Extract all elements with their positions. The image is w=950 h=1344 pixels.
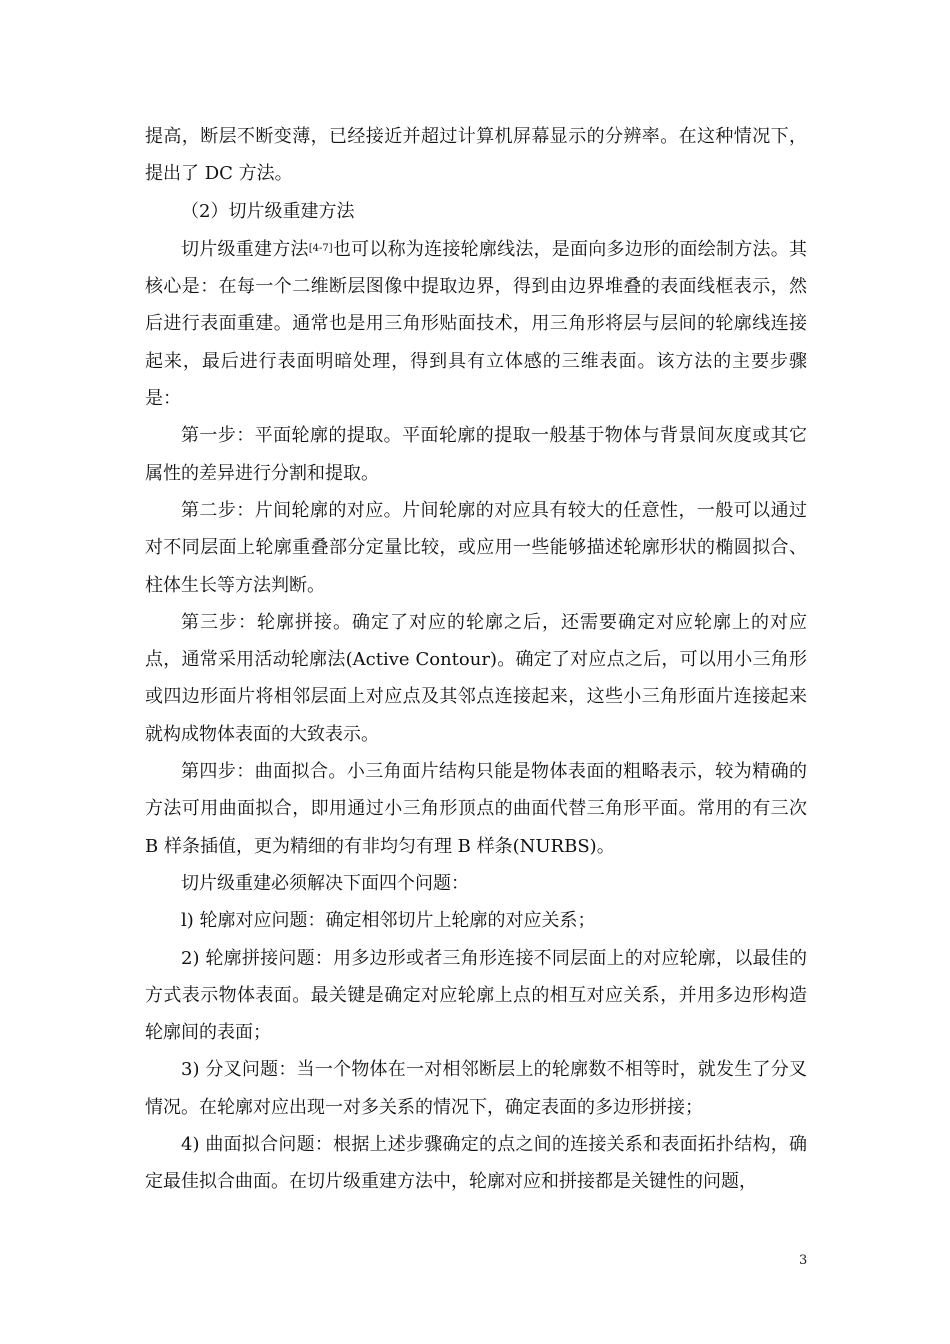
problems-intro-paragraph: 切片级重建必须解决下面四个问题： (181, 872, 469, 894)
page-number: 3 (799, 1253, 808, 1268)
intro-body-text: 也可以称为连接轮廓线法，是面向多边形的面绘制方法。其核心是：在每一个二维断层图像中提取边界，得到由边界堆叠的表面线框表示，然后进行表面重建。通常也是用三角形贴面技术，用三角形将层与层间的轮廓线连接起来，最后进行表面明暗处理，得到具有立体感的三维表面。该方法的主要步骤是： (145, 238, 807, 410)
intro-lead-text: 切片级重建方法 (181, 238, 309, 260)
section-heading: （2）切片级重建方法 (181, 200, 355, 222)
paragraph-intro (145, 230, 807, 417)
problem-two-item: 2) 轮廓拼接问题：用多边形或者三角形连接不同层面上的对应轮廓，以最佳的方式表示物体表面。最关键是确定对应轮廓上点的相互对应关系，并用多边形构造轮廓间的表面； (145, 947, 807, 1044)
paragraph-continuation: 提高，断层不断变薄，已经接近并超过计算机屏幕显示的分辨率。在这种情况下，提出了 DC 方法。 (145, 126, 807, 185)
problem-four-item: 4) 曲面拟合问题：根据上述步骤确定的点之间的连接关系和表面拓扑结构，确定最佳拟合曲面。在切片级重建方法中，轮廓对应和拼接都是关键性的问题， (145, 1134, 807, 1193)
problem-one-item: l) 轮廓对应问题：确定相邻切片上轮廓的对应关系； (181, 910, 596, 932)
step-three-paragraph: 第三步：轮廓拼接。确定了对应的轮廓之后，还需要确定对应轮廓上的对应点，通常采用活动轮廓法(Active Contour)。确定了对应点之后，可以用小三角形或四边形面片将相邻层面上对应点及其邻点连接起来，这些小三角形面片连接起来就构成物体表面的大致表示。 (145, 611, 807, 745)
body-text (145, 118, 807, 1201)
step-four-paragraph: 第四步：曲面拟合。小三角面片结构只能是物体表面的粗略表示，较为精确的方法可用曲面拟合，即用通过小三角形顶点的曲面代替三角形平面。常用的有三次 B 样条插值，更为精细的有非均匀有理 B 样条(NURBS)。 (145, 761, 807, 857)
step-one-paragraph: 第一步：平面轮廓的提取。平面轮廓的提取一般基于物体与背景间灰度或其它属性的差异进行分割和提取。 (145, 425, 807, 484)
problem-three-item: 3) 分叉问题：当一个物体在一对相邻断层上的轮廓数不相等时，就发生了分叉情况。在轮廓对应出现一对多关系的情况下，确定表面的多边形拼接； (145, 1059, 807, 1118)
citation-marker: [4-7] (308, 242, 333, 254)
step-two-paragraph: 第二步：片间轮廓的对应。片间轮廓的对应具有较大的任意性，一般可以通过对不同层面上轮廓重叠部分定量比较，或应用一些能够描述轮廓形状的椭圆拟合、柱体生长等方法判断。 (145, 499, 807, 596)
